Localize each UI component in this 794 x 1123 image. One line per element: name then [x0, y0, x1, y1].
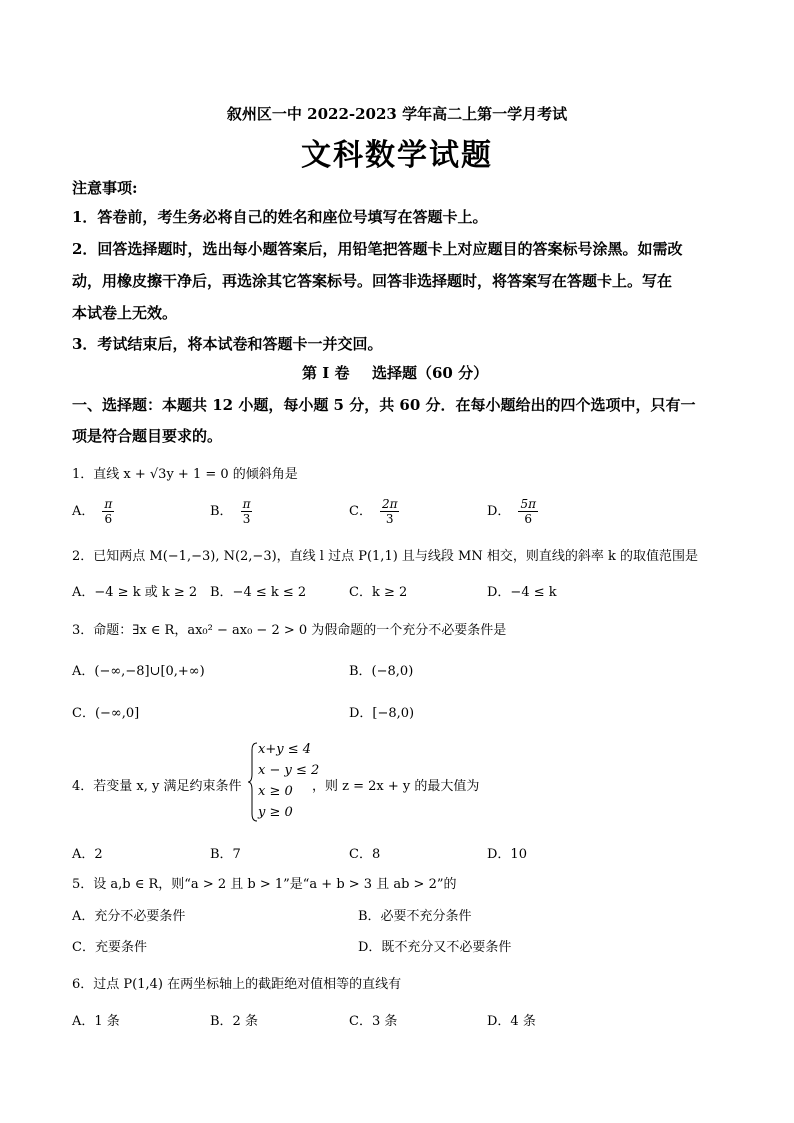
q5-option-d[interactable]: D．既不充分又不必要条件	[358, 940, 512, 955]
q3-option-d[interactable]: D．[−8,0)	[349, 706, 415, 721]
q3-stem: 3．命题：∃x ∈ R，ax₀² − ax₀ − 2 > 0 为假命题的一个充分不必要条件是	[72, 623, 507, 638]
q1-option-a[interactable]	[72, 497, 114, 526]
notice-item: 2．回答选择题时，选出每小题答案后，用铅笔把答题卡上对应题目的答案标号涂黑。如需改	[72, 240, 683, 258]
q4-stem-pre: 4．若变量 x, y 满足约束条件	[72, 779, 242, 794]
numerator: π	[104, 497, 113, 511]
q4-option-b[interactable]: B．7	[210, 847, 241, 862]
fraction	[102, 497, 114, 526]
q6-option-b[interactable]: B．2 条	[210, 1014, 258, 1029]
notice-item: 本试卷上无效。	[72, 304, 178, 322]
volume-title: 选择题（60 分）	[372, 364, 489, 382]
notice-item: 1．答卷前，考生务必将自己的姓名和座位号填写在答题卡上。	[72, 208, 488, 226]
option-letter: A．	[72, 504, 95, 519]
q6-stem: 6．过点 P(1,4) 在两坐标轴上的截距绝对值相等的直线有	[72, 977, 402, 992]
constraint: x − y ≤ 2	[258, 763, 320, 778]
q3-option-c[interactable]: C．(−∞,0]	[72, 706, 140, 721]
q4-stem-post: ，则 z = 2x + y 的最大值为	[312, 779, 480, 794]
notice-item: 动，用橡皮擦干净后，再选涂其它答案标号。回答非选择题时，将答案写在答题卡上。写在	[72, 272, 673, 290]
q5-option-a[interactable]: A．充分不必要条件	[72, 909, 186, 924]
section-intro: 项是符合题目要求的。	[72, 427, 223, 445]
q5-stem: 5．设 a,b ∈ R，则“a > 2 且 b > 1”是“a + b > 3 且 ab > 2”的	[72, 877, 457, 892]
q2-stem: 2．已知两点 M(−1,−3), N(2,−3)，直线 l 过点 P(1,1) 且与线段 MN 相交，则直线的斜率 k 的取值范围是	[72, 549, 699, 564]
fraction	[518, 497, 538, 526]
q2-option-a[interactable]: A．−4 ≥ k 或 k ≥ 2	[72, 585, 198, 600]
q1-option-d[interactable]	[487, 497, 538, 526]
volume-label: 第 I 卷	[302, 364, 350, 382]
numerator: π	[242, 497, 251, 511]
q4-option-c[interactable]: C．8	[349, 847, 381, 862]
option-letter: C．	[349, 504, 372, 519]
numerator: 5π	[520, 497, 536, 511]
notice-item: 3．考试结束后，将本试卷和答题卡一并交回。	[72, 335, 383, 353]
left-brace-icon	[248, 742, 258, 822]
denominator: 3	[385, 512, 394, 526]
q2-option-c[interactable]: C．k ≥ 2	[349, 585, 408, 600]
denominator: 6	[104, 512, 113, 526]
section-intro: 一、选择题：本题共 12 小题，每小题 5 分，共 60 分．在每小题给出的四个选项中，只有一	[72, 396, 696, 414]
denominator: 3	[242, 512, 251, 526]
q2-option-d[interactable]: D．−4 ≤ k	[487, 585, 557, 600]
option-letter: D．	[487, 504, 511, 519]
q6-option-c[interactable]: C．3 条	[349, 1014, 398, 1029]
q4-option-a[interactable]: A．2	[72, 847, 103, 862]
constraint: x ≥ 0	[258, 784, 293, 799]
q1-stem: 1．直线 x + √3y + 1 = 0 的倾斜角是	[72, 467, 298, 482]
q6-option-a[interactable]: A．1 条	[72, 1014, 120, 1029]
constraint: y ≥ 0	[258, 805, 293, 820]
constraint: x+y ≤ 4	[258, 742, 311, 757]
q1-option-c[interactable]	[349, 497, 399, 526]
numerator: 2π	[381, 497, 398, 511]
notice-heading: 注意事项:	[72, 179, 138, 197]
school-line: 叙州区一中 2022-2023 学年高二上第一学月考试	[226, 105, 568, 123]
fraction	[380, 497, 400, 526]
q6-option-d[interactable]: D．4 条	[487, 1014, 536, 1029]
q2-option-b[interactable]: B．−4 ≤ k ≤ 2	[210, 585, 307, 600]
denominator: 6	[524, 512, 533, 526]
q3-option-a[interactable]: A．(−∞,−8]∪[0,+∞)	[72, 664, 205, 679]
option-letter: B．	[210, 504, 233, 519]
fraction	[241, 497, 253, 526]
q1-option-b[interactable]	[210, 497, 252, 526]
q5-option-b[interactable]: B．必要不充分条件	[358, 909, 472, 924]
page-title: 文科数学试题	[301, 138, 493, 173]
q5-option-c[interactable]: C．充要条件	[72, 940, 147, 955]
q4-option-d[interactable]: D．10	[487, 847, 527, 862]
q3-option-b[interactable]: B．(−8,0)	[349, 664, 414, 679]
